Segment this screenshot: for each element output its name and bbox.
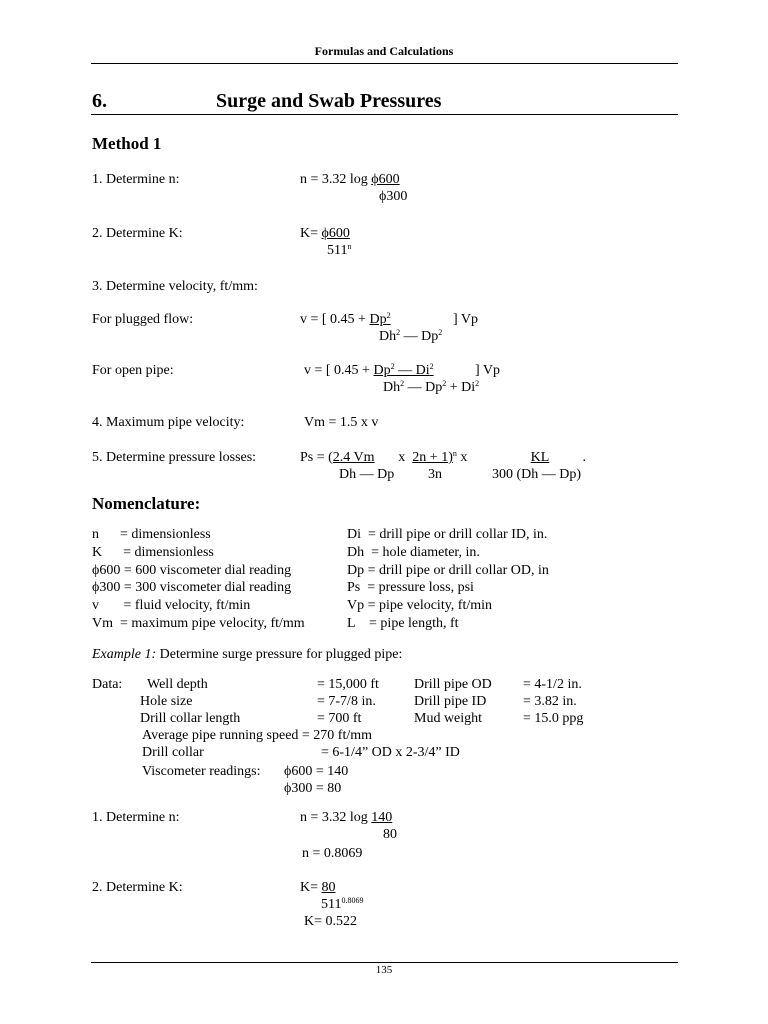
plugged-den-b-exp: 2 <box>438 328 443 337</box>
step-5-times-1: x <box>398 450 406 465</box>
example-label: Example 1: <box>92 647 157 662</box>
open-num-b-exp: 2 <box>429 362 434 371</box>
running-header: Formulas and Calculations <box>314 44 454 58</box>
viscometer-300: ϕ300 = 80 <box>284 781 342 796</box>
step-2-lhs: K= <box>300 226 322 241</box>
step-3-label: 3. Determine velocity, ft/mm: <box>92 279 258 294</box>
nomenclature-item: K = dimensionless <box>92 544 214 560</box>
step-5-term2-num: 2n + 1) <box>412 450 453 465</box>
step-5-pre: Ps = ( <box>300 450 333 465</box>
step-5-term2-den: 3n <box>428 467 442 482</box>
step-4-label: 4. Maximum pipe velocity: <box>92 415 245 430</box>
data-row-value-2: = 4-1/2 in. <box>523 677 582 692</box>
open-den-a-exp: 2 <box>400 379 405 388</box>
plugged-den-a-exp: 2 <box>396 328 401 337</box>
open-post: ] Vp <box>474 363 500 378</box>
step-5-term3-num <box>494 450 586 466</box>
data-row-value-2: = 3.82 in. <box>523 694 577 709</box>
nomenclature-item: Vp = pipe velocity, ft/min <box>347 598 493 614</box>
solution-1-label: 1. Determine n: <box>92 810 180 825</box>
method-heading: Method 1 <box>92 134 162 153</box>
section-title: Surge and Swab Pressures <box>216 90 442 112</box>
nomenclature-item: Di = drill pipe or drill collar ID, in. <box>347 527 548 542</box>
nomenclature-item: Dp = drill pipe or drill collar OD, in <box>347 562 549 578</box>
open-num-a: Dp <box>373 363 391 378</box>
plugged-flow-formula <box>300 312 478 328</box>
open-pre: v = [ 0.45 + <box>304 363 374 378</box>
step-1-formula <box>300 172 400 188</box>
data-row-name: Well depth <box>147 677 208 692</box>
solution-1-lhs: n = 3.32 log <box>300 810 372 825</box>
drill-collar-value: = 6-1/4” OD x 2-3/4” ID <box>321 745 460 760</box>
nomenclature-left-list <box>92 526 305 633</box>
viscometer-600: ϕ600 = 140 <box>284 764 349 779</box>
data-row-value: = 700 ft <box>317 711 362 726</box>
open-den-mid-exp: 2 <box>442 379 447 388</box>
nomenclature-item: Ps = pressure loss, psi <box>347 580 474 596</box>
plugged-den-a: Dh <box>379 329 397 344</box>
data-row-value: = 15,000 ft <box>317 677 379 692</box>
data-row-name: Drill collar length <box>140 711 241 726</box>
data-row-name-2: Mud weight <box>414 711 483 726</box>
data-label: Data: <box>92 677 123 692</box>
open-den-mid: — Dp <box>404 380 443 395</box>
step-5-term1-den: Dh — Dp <box>339 467 395 482</box>
solution-2-numerator: 80 <box>321 880 336 895</box>
plugged-post: ] Vp <box>452 312 478 327</box>
solution-1-numerator: 140 <box>371 810 393 825</box>
step-5-term1-num: 2.4 Vm <box>332 450 375 465</box>
open-den-a: Dh <box>383 380 401 395</box>
data-row-name: Hole size <box>140 694 193 709</box>
solution-2-result: K= 0.522 <box>304 914 358 929</box>
step-1-denominator: ϕ300 <box>379 189 408 204</box>
step-2-den-exp: n <box>347 242 352 251</box>
open-pipe-formula <box>304 363 500 379</box>
step-1-numerator: ϕ600 <box>371 172 400 187</box>
open-den-end: + Di <box>446 380 476 395</box>
example-text: Determine surge pressure for plugged pipe: <box>156 647 403 662</box>
nomenclature-heading: Nomenclature: <box>92 494 201 513</box>
viscometer-label: Viscometer readings: <box>142 764 261 779</box>
solution-1-denominator: 80 <box>383 827 397 842</box>
open-num-a-exp: 2 <box>390 362 395 371</box>
solution-2-den-base: 511 <box>321 897 342 912</box>
solution-1-formula <box>300 810 392 826</box>
step-5-times-2: x <box>460 450 468 465</box>
header-rule <box>91 63 678 64</box>
running-speed: Average pipe running speed = 270 ft/mm <box>142 728 373 743</box>
plugged-num-base: Dp <box>369 312 387 327</box>
step-5-formula <box>300 450 467 466</box>
solution-2-lhs: K= <box>300 880 322 895</box>
step-5-end: . <box>582 450 586 465</box>
nomenclature-item: Vm = maximum pipe velocity, ft/mm <box>92 615 305 631</box>
section-number: 6. <box>92 90 107 112</box>
step-2-formula <box>300 226 350 242</box>
nomenclature-item: n = dimensionless <box>92 527 211 542</box>
drill-collar-name: Drill collar <box>142 745 204 760</box>
data-row-value-2: = 15.0 ppg <box>523 711 584 726</box>
step-1-label: 1. Determine n: <box>92 172 180 187</box>
step-5-term3-den: 300 (Dh — Dp) <box>492 467 582 482</box>
plugged-den-sep: — Dp <box>400 329 439 344</box>
step-4-formula: Vm = 1.5 x v <box>304 415 379 430</box>
data-row-value: = 7-7/8 in. <box>317 694 376 709</box>
open-numerator <box>373 363 471 379</box>
nomenclature-item: Dh = hole diameter, in. <box>347 544 480 560</box>
open-pipe-label: For open pipe: <box>92 363 174 378</box>
solution-1-result: n = 0.8069 <box>302 846 363 861</box>
nomenclature-item: ϕ600 = 600 viscometer dial reading <box>92 562 292 578</box>
step-2-denominator <box>327 243 351 259</box>
open-num-sep: — Di <box>394 363 430 378</box>
nomenclature-item: ϕ300 = 300 viscometer dial reading <box>92 580 292 596</box>
solution-2-denominator <box>321 897 363 913</box>
step-5-label: 5. Determine pressure losses: <box>92 450 257 465</box>
nomenclature-item: L = pipe length, ft <box>347 615 459 631</box>
open-den-end-exp: 2 <box>475 379 480 388</box>
nomenclature-right-list <box>347 526 549 633</box>
page-number: 135 <box>375 964 393 976</box>
example-heading <box>92 647 402 663</box>
data-row-name-2: Drill pipe ID <box>414 694 487 709</box>
solution-2-den-exp: 0.8069 <box>341 896 364 905</box>
plugged-numerator <box>369 312 449 328</box>
plugged-denominator <box>379 329 442 345</box>
open-denominator <box>383 380 479 396</box>
footer-rule <box>91 962 678 963</box>
step-1-lhs: n = 3.32 log <box>300 172 372 187</box>
solution-2-formula <box>300 880 336 896</box>
plugged-pre: v = [ 0.45 + <box>300 312 370 327</box>
step-2-label: 2. Determine K: <box>92 226 183 241</box>
step-5-term3-num-text: KL <box>530 450 550 465</box>
step-5-term2-exp: n <box>452 449 457 458</box>
solution-2-label: 2. Determine K: <box>92 880 183 895</box>
step-2-numerator: ϕ600 <box>321 226 350 241</box>
plugged-num-exp: 2 <box>386 311 391 320</box>
step-2-den-base: 511 <box>327 243 348 258</box>
nomenclature-item: v = fluid velocity, ft/min <box>92 598 251 614</box>
data-row-name-2: Drill pipe OD <box>414 677 492 692</box>
section-rule <box>91 114 678 115</box>
plugged-flow-label: For plugged flow: <box>92 312 194 327</box>
